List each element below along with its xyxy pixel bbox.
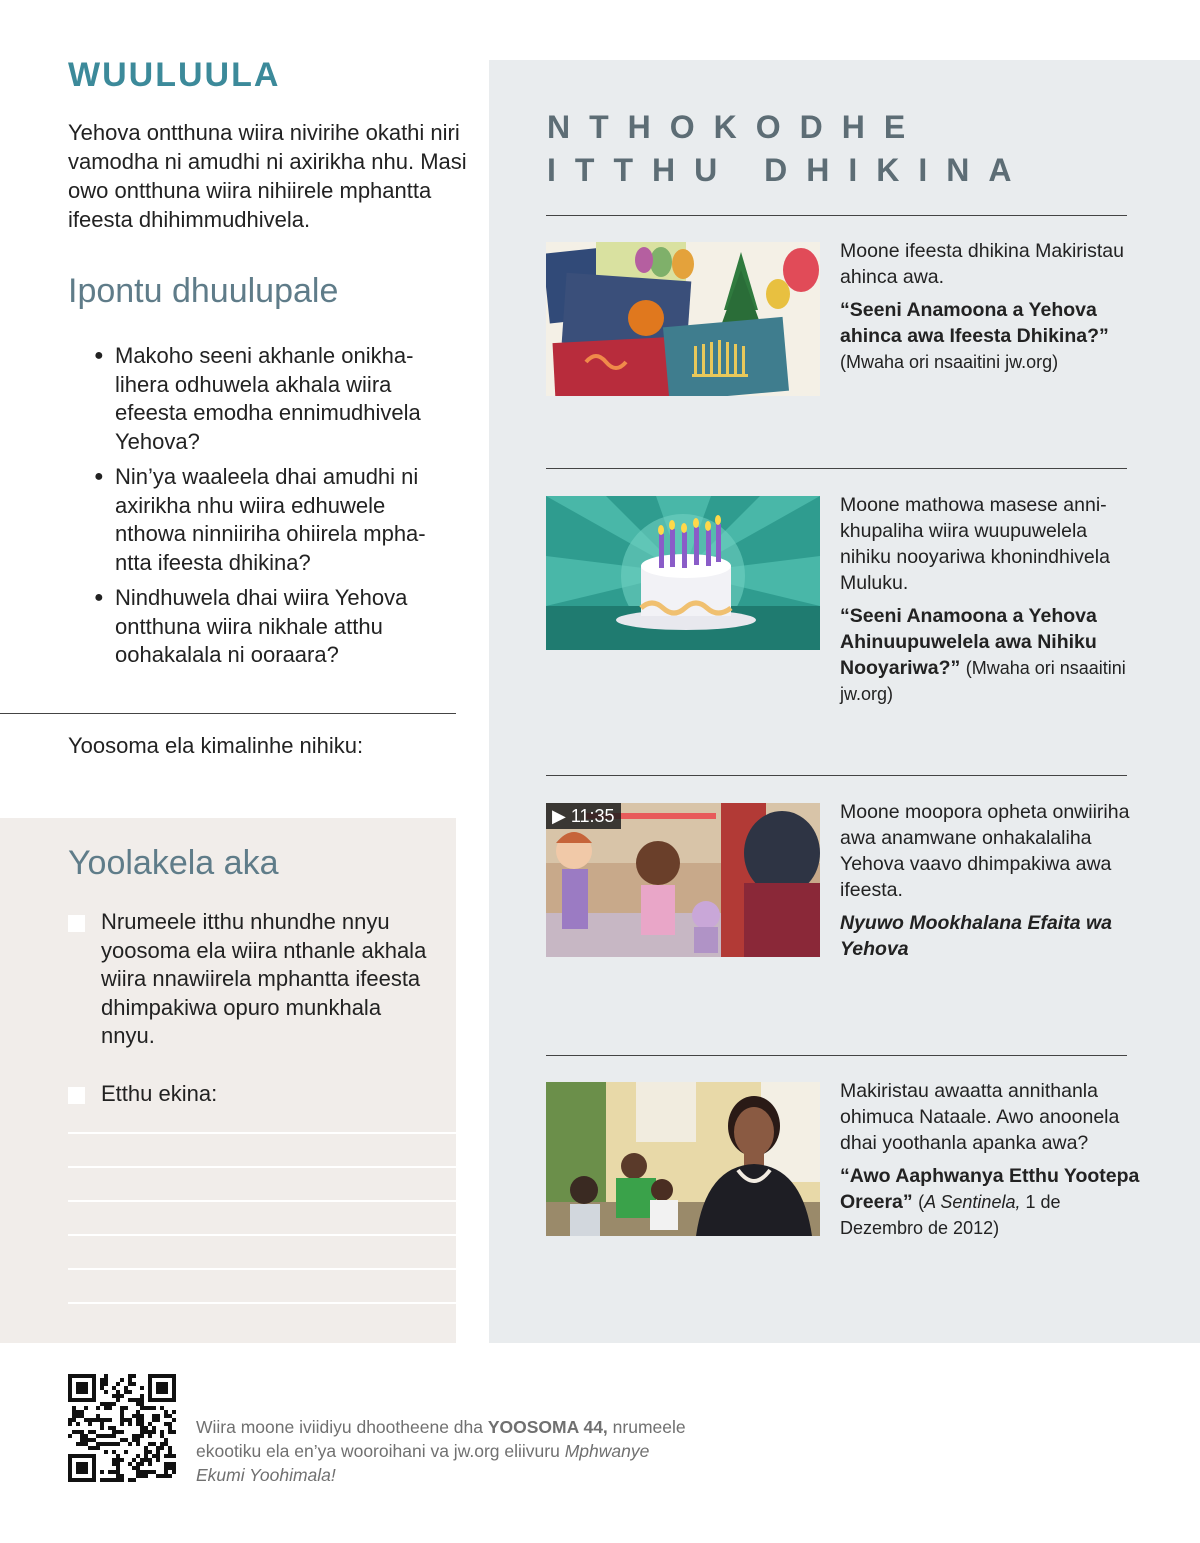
entry-description: Makiristau awaatta annithanla ohimuca Nataale. Awo anoonela dhai yoothanla apanka awa? [840,1080,1120,1154]
summary-text: Yehova ontthuna wiira nivirihe okathi niri vamodha ni amudhi ni axirikha nhu. Masi owo ontthuna wiira nihiirele mphantta ifeesta dhihimmudhivela. [68,120,467,232]
writing-line[interactable] [68,1132,456,1134]
bullet-icon: ● [94,589,104,606]
goal-item[interactable] [68,908,428,1051]
birthday-cake-image[interactable] [546,496,820,650]
checkbox-icon[interactable] [68,915,85,932]
divider [546,775,1127,776]
entry-description: Moone moopora opheta onwiiriha awa anamwane onhakalaliha Yehova vaavo dhimpakiwa awa ifeesta. [840,801,1130,901]
review-title: Ipontu dhuulupale [68,272,339,310]
review-item [94,463,454,577]
goal-item-other[interactable] [68,1080,428,1109]
entry-description: Moone ifeesta dhikina Makiristau ahinca awa. [840,240,1124,288]
video-duration: ▶ 11:35 [546,803,621,829]
goal-item-text: Nrumeele itthu nhundhe nnyu yoosoma ela wiira nthanle akhala wiira nnawiirela mphantta ifeesta dhimpakiwa opuro munkhala nnyu. [101,909,427,1048]
entry-reference[interactable]: “Seeni Anamoona a Yehova Ahinuupuwelela awa Nihiku Nooyariwa?” (Mwaha ori nsaaitini jw.org) [840,605,1126,704]
entry-reference[interactable]: “Awo Aaphwanya Etthu Yootepa Oreera” (A Sentinela, 1 de Dezembro de 2012) [840,1165,1140,1238]
footer-text: Wiira moone iviidiyu dhootheene dha YOOSOMA 44, nrumeele ekootiku ela en’ya wooroihani va jw.org eliivuru Mphwanye Ekumi Yoohimala! [196,1417,686,1485]
writing-line[interactable] [68,1234,456,1236]
writing-line[interactable] [68,1166,456,1168]
woman-photo-image[interactable] [546,1082,820,1236]
video-thumbnail[interactable] [546,803,820,957]
review-item-text: Nindhuwela dhai wiira Yehova ontthuna wiira nikhale atthu oohakalala ni ooraara? [115,585,408,667]
divider [0,713,456,714]
review-item-text: Nin’ya waaleela dhai amudhi ni axirikha nhu wiira edhuwele nthowa ninniiriha ohiirela mphantta ifeesta dhikina? [115,464,426,575]
writing-line[interactable] [68,1302,456,1304]
bullet-icon: ● [94,468,104,485]
explore-entry-1 [840,238,1140,375]
qr-code[interactable] [68,1374,176,1482]
writing-line[interactable] [68,1200,456,1202]
entry-reference[interactable]: Nyuwo Mookhalana Efaita wa Yehova [840,912,1112,960]
play-icon: ▶ [552,806,566,826]
entry-reference[interactable]: “Seeni Anamoona a Yehova ahinca awa Ifeesta Dhikina?” (Mwaha ori nsaaitini jw.org) [840,299,1109,372]
review-list [94,342,454,677]
explore-entry-4 [840,1078,1140,1241]
explore-title: NTHOKODHE ITTHU DHIKINA [547,109,1031,188]
date-completed-label: Yoosoma ela kimalinhe nihiku: [68,733,364,758]
writing-line[interactable] [68,1268,456,1270]
goal-title: Yoolakela aka [68,844,279,882]
divider [546,215,1127,216]
festivals-collage-image[interactable] [546,242,820,396]
review-item-text: Makoho seeni akhanle onikhalihera odhuwela akhala wiira efeesta emodha ennimudhivela Yehova? [115,343,421,454]
summary-title: WUULUULA [68,56,281,94]
checkbox-icon[interactable] [68,1087,85,1104]
divider [546,1055,1127,1056]
explore-entry-3 [840,799,1140,962]
entry-description: Moone mathowa masese annikhupaliha wiira wuupuwelela nihiku nooyariwa khonindhivela Muluku. [840,494,1110,594]
review-item [94,584,454,670]
bullet-icon: ● [94,347,104,364]
review-item [94,342,454,456]
goal-panel [0,818,456,1343]
explore-entry-2 [840,492,1140,707]
explore-panel [489,60,1200,1343]
goal-item-text: Etthu ekina: [101,1081,218,1106]
divider [546,468,1127,469]
